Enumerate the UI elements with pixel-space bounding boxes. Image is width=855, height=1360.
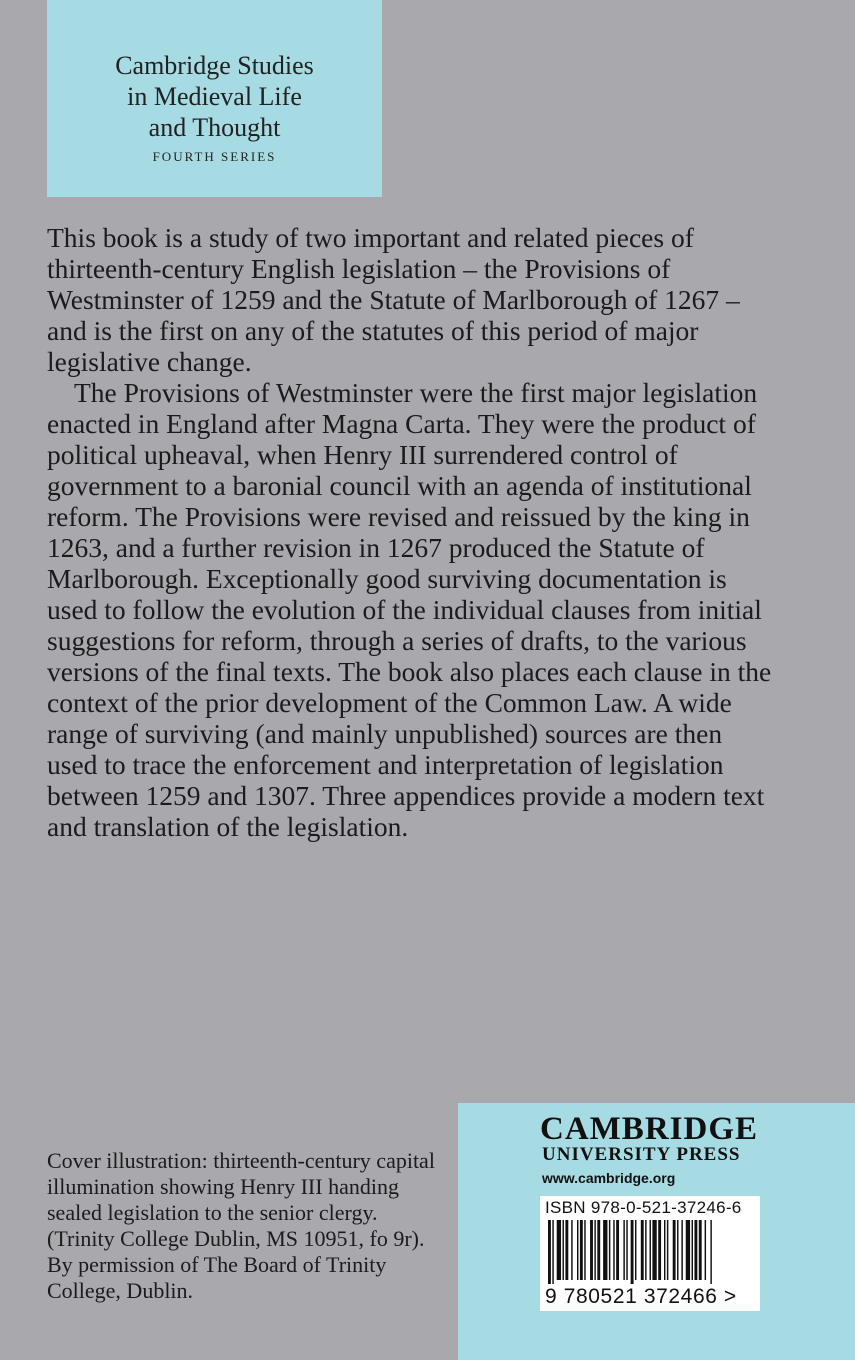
barcode-bar [658,1220,661,1280]
barcode-bar [692,1220,693,1280]
publisher-panel [458,1103,855,1360]
publisher-name: CAMBRIDGE [540,1111,759,1147]
description-paragraph-1: This book is a study of two important and related pieces of thirteenth-century English legislation – the Provisions of Westminster of 1259 and the Statute of Marlborough of 1267 – and is the first on any of the statutes of this period of major legislative change. [47,222,740,377]
barcode-bar [681,1220,682,1280]
barcode-bar [705,1220,706,1280]
series-panel [47,0,382,197]
series-subtitle: FOURTH SERIES [152,149,277,164]
barcode-bar [597,1220,600,1280]
cover-illustration-credit: Cover illustration: thirteenth-century capital illumination showing Henry III handing sealed legislation to the senior clergy. (Trinity College Dublin, MS 10951, fo 9r). By permission of The Board of Trinity College, Dublin. [47,1148,435,1303]
barcode-bar [590,1220,593,1280]
barcode-bar [650,1220,651,1280]
barcode-bar [641,1220,644,1280]
barcode-bar [594,1220,595,1280]
barcode-panel [540,1196,760,1311]
barcode-bar [565,1220,568,1280]
barcode-bar [584,1220,585,1280]
barcode-bar [694,1220,697,1280]
series-title-line-1: Cambridge Studies [115,51,314,80]
barcode-bar [552,1220,553,1284]
series-title-line-2: in Medieval Life [127,82,302,111]
barcode-bar [677,1220,678,1280]
barcode-icon [548,1220,753,1284]
barcode-bar [557,1220,561,1280]
barcode-bar [577,1220,578,1280]
barcode-bar [667,1220,668,1280]
barcode-bar [699,1220,702,1280]
barcode-bar [645,1220,646,1280]
barcode-bar [710,1220,711,1284]
barcode-bar [673,1220,676,1280]
isbn-label: ISBN 978-0-521-37246-6 [545,1198,742,1217]
barcode-bar [609,1220,610,1280]
barcode-bar [664,1220,665,1280]
barcode-bar [613,1220,614,1280]
barcode-bar [563,1220,564,1280]
description-paragraph-2: The Provisions of Westminster were the first major legislation enacted in England after Magna Carta. They were the product of political upheaval, when Henry III surrendered control of government to a baronial council with an agenda of institutional reform. The Provisions were revised and reissued by the king in 1263, and a further revision in 1267 produced the Statute of Marlborough. Exceptionally good surviving documentation is used to follow the evolution of the individual clauses from initial suggestions for reform, through a series of drafts, to the various versions of the final texts. The book also places each clause in the context of the prior development of the Common Law. A wide range of surviving (and mainly unpublished) sources are then used to trace the enforcement and interpretation of legislation between 1259 and 1307. Three appendices provide a modern text and translation of the legislation. [47,377,772,842]
barcode-bar [631,1220,634,1284]
barcode-bar [548,1220,551,1284]
publisher-subtitle: UNIVERSITY PRESS [542,1144,741,1165]
barcode-bar [652,1220,656,1280]
series-title-line-3: and Thought [148,113,281,142]
barcode-bar [571,1220,572,1280]
barcode-bar [626,1220,627,1280]
barcode-bar [686,1220,690,1280]
barcode-bar [616,1220,619,1280]
barcode-bar [580,1220,583,1280]
barcode-bar [635,1220,636,1280]
barcode-digits: 9 780521 372466 > [545,1285,737,1308]
barcode-bar [623,1220,624,1280]
barcode-bar [603,1220,607,1280]
publisher-url[interactable]: www.cambridge.org [542,1170,676,1186]
book-description [47,222,777,842]
